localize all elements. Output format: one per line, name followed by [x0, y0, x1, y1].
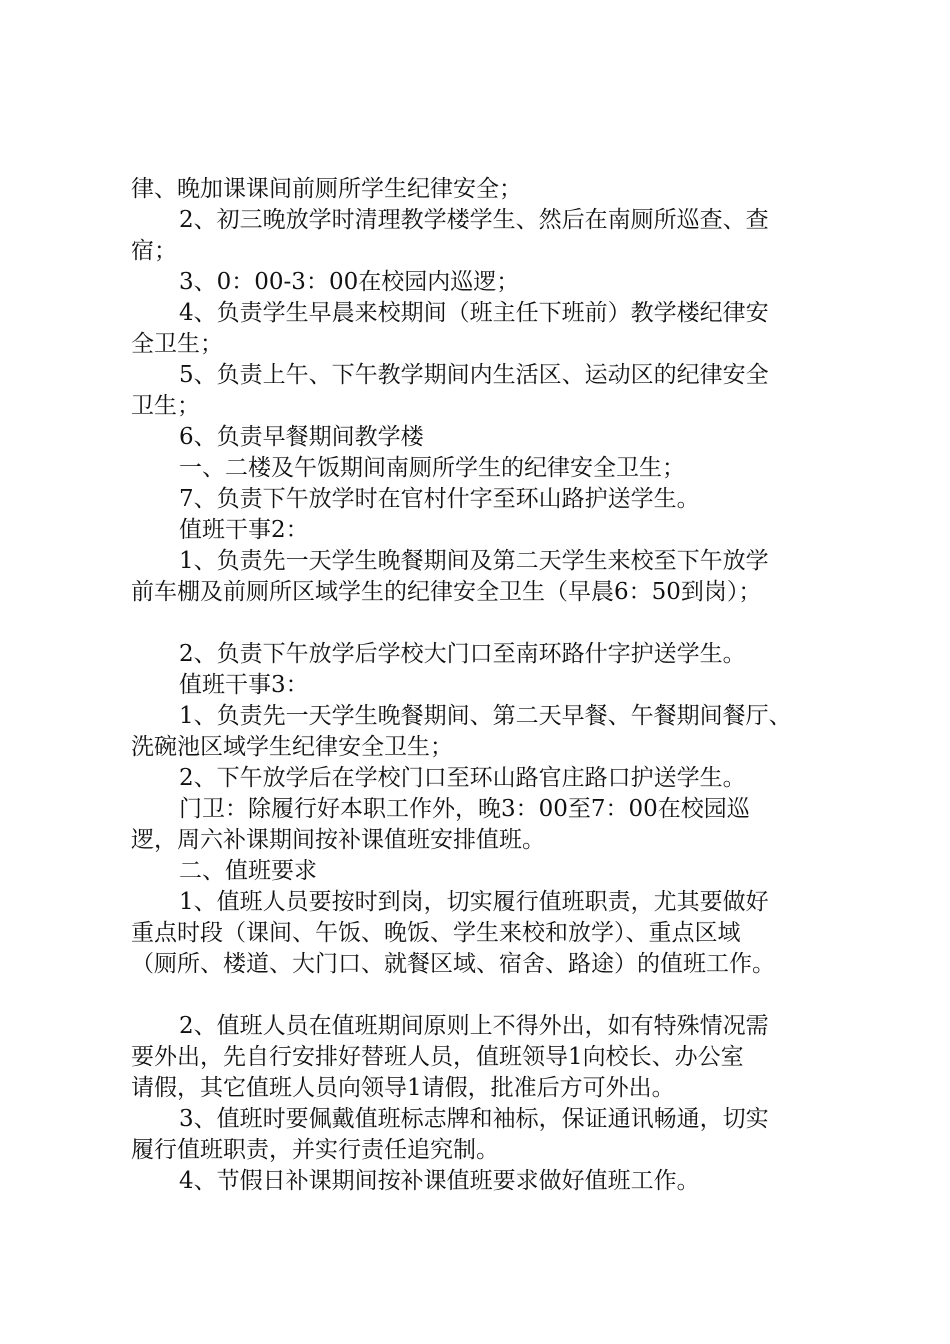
text-line: 2、下午放学后在学校门口至环山路官庄路口护送学生。 [179, 765, 746, 791]
text-line: 前车棚及前厕所区域学生的纪律安全卫生（早晨6：50到岗）； [131, 579, 762, 605]
text-line: 重点时段（课间、午饭、晚饭、学生来校和放学）、重点区域 [131, 920, 741, 946]
text-line: 1、值班人员要按时到岗，切实履行值班职责，尤其要做好 [179, 889, 769, 915]
text-line: 3、值班时要佩戴值班标志牌和袖标，保证通讯畅通，切实 [179, 1106, 769, 1132]
blank-line [131, 980, 851, 1011]
text-line: 4、负责学生早晨来校期间（班主任下班前）教学楼纪律安 [179, 300, 769, 326]
text-line: 6、负责早餐期间教学楼 [179, 424, 424, 450]
text-line: 律、晚加课课间前厕所学生纪律安全； [131, 176, 522, 202]
text-line: 卫生； [131, 393, 200, 419]
section-label: 值班干事3： [179, 672, 309, 698]
text-line: 2、初三晚放学时清理教学楼学生、然后在南厕所巡查、查 [179, 207, 769, 233]
text-line: 要外出，先自行安排好替班人员，值班领导1向校长、办公室 [131, 1044, 744, 1070]
text-line: 履行值班职责，并实行责任追究制。 [131, 1137, 499, 1163]
text-line: 洗碗池区域学生纪律安全卫生； [131, 734, 453, 760]
text-line: 2、负责下午放学后学校大门口至南环路什字护送学生。 [179, 641, 746, 667]
text-line: 宿； [131, 238, 177, 264]
text-line: 1、负责先一天学生晚餐期间及第二天学生来校至下午放学 [179, 548, 769, 574]
section-heading: 二、值班要求 [179, 858, 317, 884]
text-line: 2、值班人员在值班期间原则上不得外出，如有特殊情况需 [179, 1013, 769, 1039]
text-line: 7、负责下午放学时在官村什字至环山路护送学生。 [179, 486, 700, 512]
document-body [131, 174, 851, 1197]
section-label: 值班干事2： [179, 517, 309, 543]
text-line: 逻，周六补课期间按补课值班安排值班。 [131, 827, 545, 853]
text-line: 全卫生； [131, 331, 223, 357]
text-line: 5、负责上午、下午教学期间内生活区、运动区的纪律安全 [179, 362, 769, 388]
text-line: （厕所、楼道、大门口、就餐区域、宿舍、路途）的值班工作。 [131, 951, 775, 977]
text-line: 一、二楼及午饭期间南厕所学生的纪律安全卫生； [179, 455, 685, 481]
text-line: 4、节假日补课期间按补课值班要求做好值班工作。 [179, 1168, 700, 1194]
text-line: 3、0：00-3：00在校园内巡逻； [179, 269, 520, 295]
blank-line [131, 608, 851, 639]
text-line: 门卫：除履行好本职工作外，晚3：00至7：00在校园巡 [179, 796, 750, 822]
text-line: 请假，其它值班人员向领导1请假，批准后方可外出。 [131, 1075, 675, 1101]
text-line: 1、负责先一天学生晚餐期间、第二天早餐、午餐期间餐厅、 [179, 703, 792, 729]
